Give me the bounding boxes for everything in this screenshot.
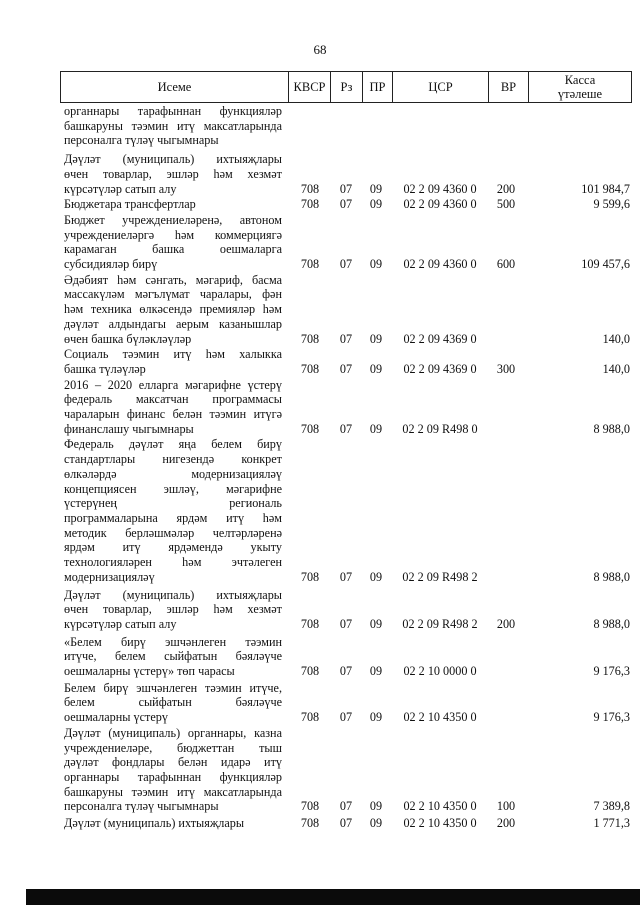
- row-name-line: Бюджетара трансфертлар: [64, 197, 196, 212]
- row-name-line: дәүләт фондлары белән идарә итү: [64, 755, 282, 770]
- row-pr: 09: [369, 816, 383, 831]
- table-row: [60, 437, 640, 584]
- row-name: [64, 213, 282, 272]
- row-pr: 09: [369, 331, 383, 346]
- row-name-line: субсидияләр бирү: [64, 257, 158, 272]
- row-name-line: һәм техника өлкәсендә премияләр һәм: [64, 302, 282, 317]
- row-pr: 09: [369, 710, 383, 725]
- row-pr: 09: [369, 257, 383, 272]
- row-name-line: учреждениеләре, бюджеттан тыш: [64, 740, 282, 755]
- row-name: [64, 726, 282, 814]
- header-sum-line1: Касса: [564, 73, 596, 87]
- row-name-line: үстерүнең региональ: [64, 496, 282, 511]
- row-rz: 07: [339, 197, 353, 212]
- row-pr: 09: [369, 616, 383, 631]
- row-name: [64, 378, 282, 437]
- table-row: [60, 588, 640, 632]
- row-rz: 07: [339, 331, 353, 346]
- row-name-line: оешмаларны үстерү» төп чарасы: [64, 664, 235, 679]
- row-name-line: Дәүләт (муниципаль) ихтыяҗлары: [64, 152, 282, 167]
- row-sum: 140,0: [602, 331, 630, 346]
- row-rz: 07: [339, 181, 353, 196]
- row-kvsr: 708: [300, 361, 320, 376]
- row-vr: 500: [496, 197, 516, 212]
- table-row: [60, 378, 640, 437]
- row-kvsr: 708: [300, 710, 320, 725]
- row-csr: 02 2 09 R498 2: [402, 616, 478, 631]
- row-vr: 100: [496, 799, 516, 814]
- row-name-line: өчен товарлар, эшләр һәм хезмәт: [64, 166, 282, 181]
- row-rz: 07: [339, 257, 353, 272]
- header-sum: [529, 72, 631, 102]
- table-header: [60, 71, 632, 103]
- row-name-line: технологияләрен һәм эчтәлеген: [64, 555, 282, 570]
- table-row: [60, 635, 640, 679]
- row-vr: 300: [496, 361, 516, 376]
- row-name-line: карамаган башка оешмаларга: [64, 242, 282, 257]
- row-csr: 02 2 09 4360 0: [403, 181, 477, 196]
- row-name: [64, 152, 282, 196]
- header-csr: ЦСР: [393, 72, 489, 102]
- row-name-line: модернизацияләү: [64, 569, 155, 584]
- row-vr: 200: [496, 181, 516, 196]
- row-name-line: дәүләт алдындагы аерым казанышлар: [64, 316, 282, 331]
- row-sum: 9 176,3: [593, 664, 630, 679]
- row-name-line: Бюджет учреждениеләренә, автоном: [64, 212, 282, 227]
- table-row: [60, 347, 640, 376]
- row-rz: 07: [339, 421, 353, 436]
- row-name-line: персоналга түләү чыгымнары: [64, 133, 219, 148]
- scan-bottom-border: [26, 889, 640, 905]
- table-row: [60, 213, 640, 272]
- row-name-line: 2016 – 2020 елларга мәгарифне үстерү: [64, 377, 282, 392]
- row-csr: 02 2 09 R498 2: [402, 569, 478, 584]
- row-sum: 9 176,3: [593, 710, 630, 725]
- table-row: [60, 816, 640, 831]
- row-name-line: башка түләүләр: [64, 361, 146, 376]
- row-sum: 8 988,0: [593, 569, 630, 584]
- row-kvsr: 708: [300, 257, 320, 272]
- row-name: [64, 104, 282, 148]
- row-kvsr: 708: [300, 331, 320, 346]
- row-pr: 09: [369, 664, 383, 679]
- row-name-line: өчен товарлар, эшләр һәм хезмәт: [64, 602, 282, 617]
- row-csr: 02 2 09 4369 0: [403, 361, 477, 376]
- row-sum: 1 771,3: [593, 816, 630, 831]
- row-name-line: концепциясен эшләү, мәгарифне: [64, 481, 282, 496]
- row-name: [64, 816, 282, 831]
- header-kvsr: КВСР: [289, 72, 331, 102]
- row-csr: 02 2 10 0000 0: [403, 664, 477, 679]
- row-sum: 8 988,0: [593, 421, 630, 436]
- row-name-line: персоналга түләү чыгымнары: [64, 799, 219, 814]
- row-rz: 07: [339, 616, 353, 631]
- row-pr: 09: [369, 181, 383, 196]
- row-name-line: өчен башка бүләкләүләр: [64, 331, 192, 346]
- row-kvsr: 708: [300, 421, 320, 436]
- row-name-line: Белем бирү эшчәнлеген тәэмин итүче,: [64, 680, 282, 695]
- header-rz: Рз: [331, 72, 363, 102]
- row-name-line: Социаль тәэмин итү һәм халыкка: [64, 347, 282, 362]
- row-name-line: Федераль дәүләт яңа белем бирү: [64, 437, 282, 452]
- row-sum: 9 599,6: [593, 197, 630, 212]
- row-csr: 02 2 10 4350 0: [403, 710, 477, 725]
- row-name: [64, 197, 282, 212]
- row-name-line: органнары тарафыннан функцияләр: [64, 104, 282, 118]
- row-rz: 07: [339, 361, 353, 376]
- row-name-line: массакүләм мәгълүмат чаралары, фән: [64, 287, 282, 302]
- row-rz: 07: [339, 569, 353, 584]
- row-name-line: Дәүләт (муниципаль) ихтыяҗлары: [64, 816, 245, 831]
- row-pr: 09: [369, 569, 383, 584]
- row-vr: 600: [496, 257, 516, 272]
- row-name-line: финанслашу чыгымнары: [64, 421, 194, 436]
- row-name-line: белем сыйфатын бәяләүче: [64, 695, 282, 710]
- table-row: [60, 152, 640, 196]
- row-name-line: федераль максатчан программасы: [64, 392, 282, 407]
- row-name-line: өлкәләрдә модернизацияләү: [64, 466, 282, 481]
- row-name-line: методик берләшмәләр челтәрләренә: [64, 525, 282, 540]
- row-csr: 02 2 10 4350 0: [403, 816, 477, 831]
- row-rz: 07: [339, 816, 353, 831]
- header-vr: ВР: [489, 72, 529, 102]
- header-name: Исеме: [61, 72, 289, 102]
- row-csr: 02 2 09 4369 0: [403, 331, 477, 346]
- row-kvsr: 708: [300, 181, 320, 196]
- row-name: [64, 437, 282, 584]
- row-pr: 09: [369, 421, 383, 436]
- row-name: [64, 681, 282, 725]
- row-name-line: ярдәм итү ярдәмендә укыту: [64, 540, 282, 555]
- row-vr: 200: [496, 616, 516, 631]
- row-name-line: программаларына ярдәм итү һәм: [64, 510, 282, 525]
- table-row: [60, 273, 640, 347]
- row-name: [64, 588, 282, 632]
- row-pr: 09: [369, 361, 383, 376]
- row-name-line: учреждениеләргә һәм коммерциягә: [64, 227, 282, 242]
- row-name-line: Әдәбият һәм сәнгать, мәгариф, басма: [64, 272, 282, 287]
- row-pr: 09: [369, 197, 383, 212]
- row-name-line: Дәүләт (муниципаль) органнары, казна: [64, 725, 282, 740]
- table-row: [60, 681, 640, 725]
- row-rz: 07: [339, 799, 353, 814]
- row-name-line: күрсәтүләр сатып алу: [64, 616, 177, 631]
- row-rz: 07: [339, 664, 353, 679]
- row-sum: 140,0: [602, 361, 630, 376]
- row-pr: 09: [369, 799, 383, 814]
- row-name: [64, 635, 282, 679]
- row-name-line: башкаруны тәэмин итү максатларында: [64, 118, 282, 133]
- row-name-line: органнары тарафыннан функцияләр: [64, 769, 282, 784]
- row-kvsr: 708: [300, 664, 320, 679]
- row-name-line: «Белем бирү эшчәнлеген тәэмин: [64, 634, 282, 649]
- row-sum: 7 389,8: [593, 799, 630, 814]
- row-rz: 07: [339, 710, 353, 725]
- row-name-line: Дәүләт (муниципаль) ихтыяҗлары: [64, 587, 282, 602]
- row-sum: 8 988,0: [593, 616, 630, 631]
- page-number: 68: [313, 42, 327, 57]
- row-sum: 109 457,6: [581, 257, 630, 272]
- row-name-line: итүче, белем сыйфатын бәяләүче: [64, 649, 282, 664]
- row-name-line: чараларын финанс белән тәэмин итүгә: [64, 407, 282, 422]
- row-name-line: күрсәтүләр сатып алу: [64, 181, 177, 196]
- row-name-line: оешмаларны үстерү: [64, 710, 168, 725]
- row-kvsr: 708: [300, 569, 320, 584]
- table-row: [60, 726, 640, 814]
- table-row: [60, 104, 640, 148]
- row-kvsr: 708: [300, 816, 320, 831]
- row-vr: 200: [496, 816, 516, 831]
- row-name-line: башкаруны тәэмин итү максатларында: [64, 784, 282, 799]
- header-pr: ПР: [363, 72, 393, 102]
- table-row: [60, 197, 640, 212]
- row-name-line: стандартлары нигезендә конкрет: [64, 452, 282, 467]
- header-sum-line2: үтәлеше: [557, 87, 603, 101]
- row-name: [64, 347, 282, 376]
- table-body: [60, 104, 640, 831]
- row-kvsr: 708: [300, 799, 320, 814]
- row-name: [64, 273, 282, 347]
- row-sum: 101 984,7: [581, 181, 630, 196]
- row-csr: 02 2 09 4360 0: [403, 257, 477, 272]
- row-csr: 02 2 10 4350 0: [403, 799, 477, 814]
- row-kvsr: 708: [300, 616, 320, 631]
- row-csr: 02 2 09 4360 0: [403, 197, 477, 212]
- row-csr: 02 2 09 R498 0: [402, 421, 478, 436]
- row-kvsr: 708: [300, 197, 320, 212]
